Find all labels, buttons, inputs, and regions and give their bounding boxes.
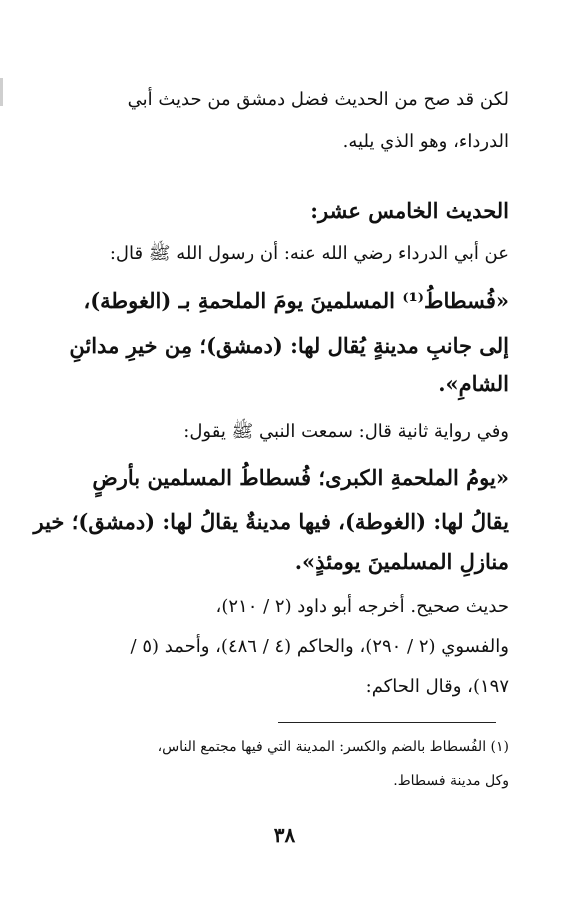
hadith-text-line: «يومُ الملحمةِ الكبرى؛ فُسطاطُ المسلمين بأرضٍ: [92, 465, 509, 490]
scan-edge-mark: [0, 78, 3, 106]
hadith-heading: الحديث الخامس عشر:: [310, 198, 509, 223]
text-line: الدرداء، وهو الذي يليه.: [342, 131, 509, 152]
hadith-text-line: إلى جانبِ مدينةٍ يُقال لها: (دمشق)؛ مِن خيرِ مدائنِ: [69, 333, 509, 358]
footnote-line: وكل مدينة فسطاط.: [393, 773, 509, 789]
hadith-text-line: منازلِ المسلمينَ يومئذٍ».: [294, 549, 509, 574]
hadith-text-line: «فُسطاطُ⁽¹⁾ المسلمينَ يومَ الملحمةِ بـ (الغوطة)،: [83, 288, 509, 313]
hadith-text-line: يقالُ لها: (الغوطة)، فيها مدينةٌ يقالُ لها: (دمشق)؛ خير: [33, 509, 509, 534]
text-line: لكن قد صح من الحديث فضل دمشق من حديث أبي: [127, 89, 509, 110]
text-line: ١٩٧)، وقال الحاكم:: [365, 676, 509, 697]
hadith-text-line: الشامِ».: [438, 371, 509, 396]
text-line: عن أبي الدرداء رضي الله عنه: أن رسول الله ﷺ قال:: [109, 243, 509, 264]
text-line: والفسوي (٢ / ٢٩٠)، والحاكم (٤ / ٤٨٦)، وأحمد (٥ /: [130, 636, 509, 657]
text-line: حديث صحيح. أخرجه أبو داود (٢ / ٢١٠)،: [215, 596, 509, 617]
footnote-line: (١) الفُسطاط بالضم والكسر: المدينة التي فيها مجتمع الناس،: [157, 739, 509, 755]
footnote-separator: [278, 722, 496, 723]
text-line: وفي رواية ثانية قال: سمعت النبي ﷺ يقول:: [183, 421, 509, 442]
page-number: ٣٨: [273, 823, 296, 847]
